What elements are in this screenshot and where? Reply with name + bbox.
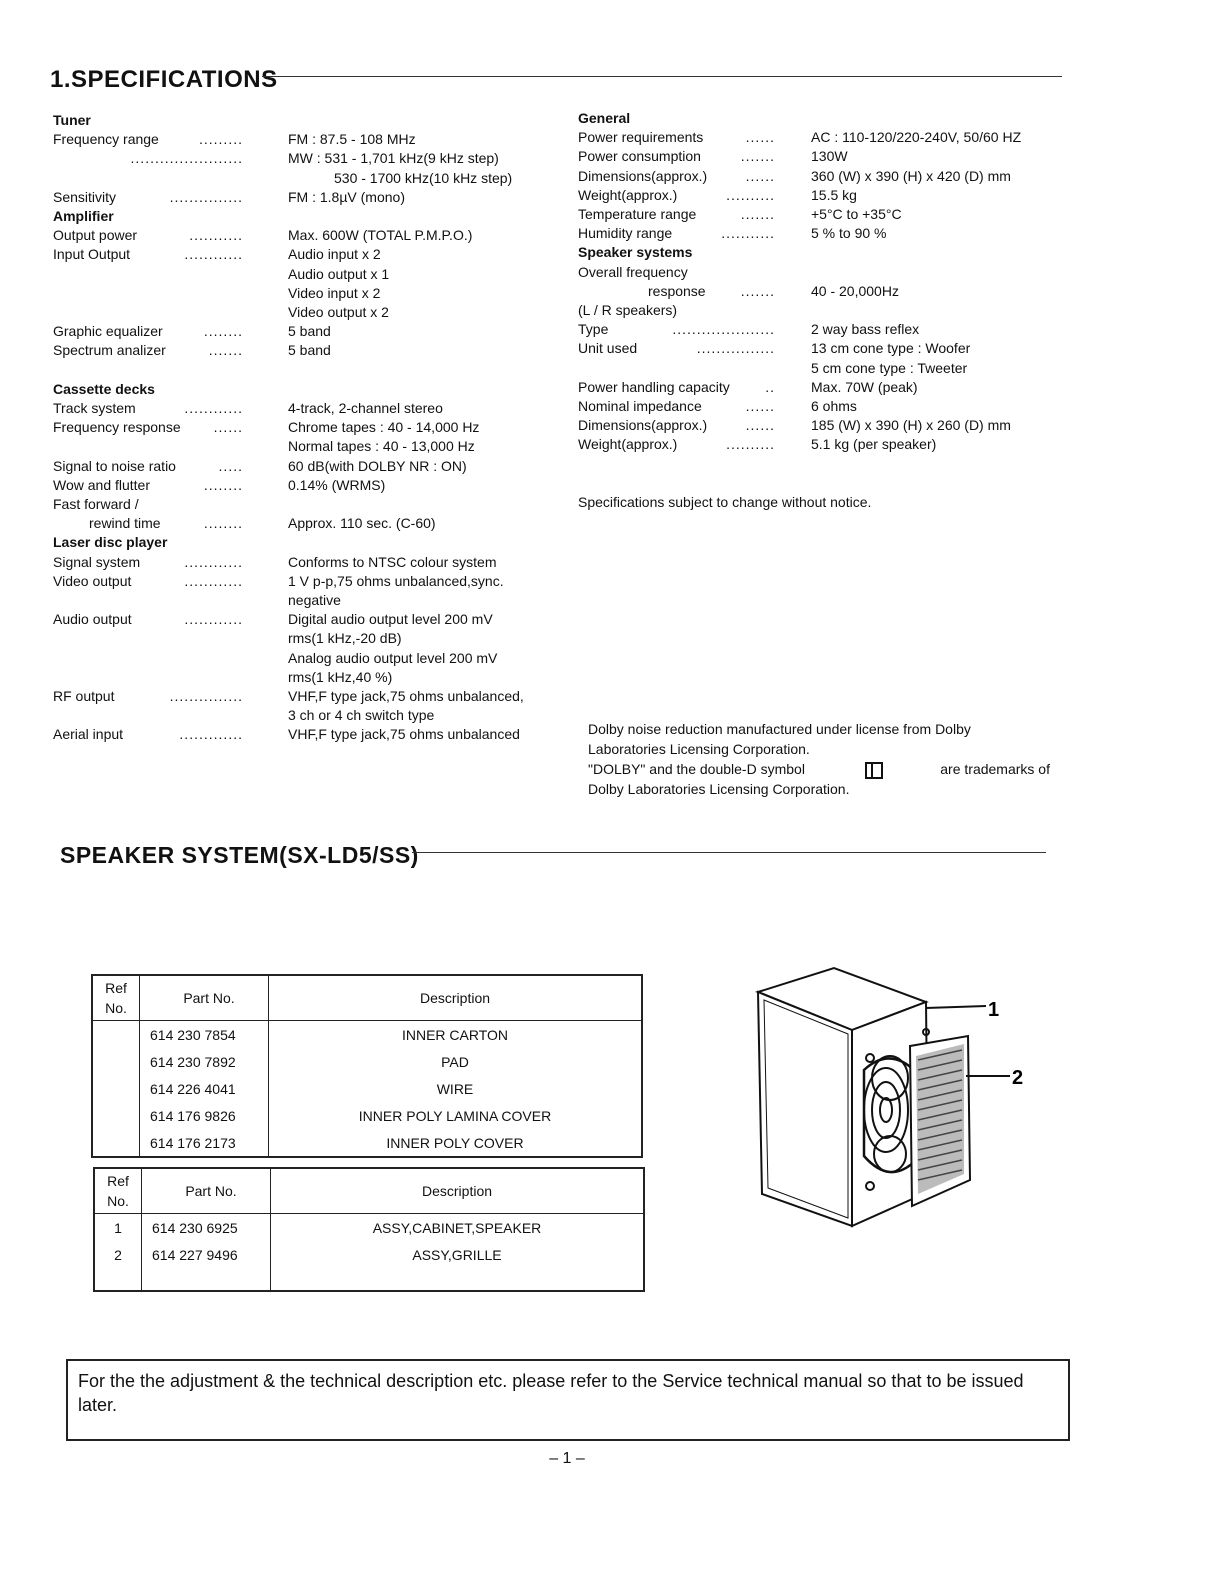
spec-label: Output power <box>53 227 138 244</box>
spec-value: 5 % to 90 % <box>811 225 887 242</box>
spec-value: 13 cm cone type : Woofer <box>811 340 971 357</box>
speaker-section-title: SPEAKER SYSTEM(SX-LD5/SS) <box>60 842 419 868</box>
spec-value: Max. 600W (TOTAL P.M.P.O.) <box>288 227 473 244</box>
spec-value: 15.5 kg <box>811 186 857 203</box>
table-row <box>94 1241 644 1268</box>
spec-leader-dots: ........ <box>203 323 243 340</box>
col-desc: Description <box>269 975 643 1021</box>
spec-value: 4-track, 2-channel stereo <box>288 400 443 416</box>
spec-value: +5°C to +35°C <box>811 206 902 222</box>
part-no-cell: 614 230 6925 <box>142 1214 271 1242</box>
part-no-cell: 614 176 2173 <box>140 1129 269 1157</box>
specifications-title: 1.SPECIFICATIONS <box>50 66 278 93</box>
callout-2: 2 <box>1012 1067 1024 1089</box>
spec-value: Digital audio output level 200 mV <box>288 611 493 628</box>
dolby-line-2: Laboratories Licensing Corporation. <box>588 741 810 757</box>
spec-leader-dots: ...... <box>745 129 775 146</box>
spec-label: Video output <box>53 572 132 589</box>
table-row <box>92 1021 642 1049</box>
spec-label: Audio output <box>53 611 132 628</box>
spec-value: VHF,F type jack,75 ohms unbalanced <box>288 726 520 743</box>
speaker-cabinet <box>758 968 928 1226</box>
dolby-line-3 <box>588 759 1050 779</box>
spec-label: Overall frequency <box>578 263 688 280</box>
ref-cell <box>92 1048 140 1075</box>
spec-label: Sensitivity <box>53 188 117 205</box>
spec-heading: General <box>578 110 631 126</box>
description-cell: ASSY,GRILLE <box>271 1241 645 1268</box>
speaker-grille <box>910 1036 970 1206</box>
spec-heading: Cassette decks <box>53 380 155 397</box>
ref-cell <box>92 1129 140 1157</box>
spec-leader-dots: ...... <box>213 419 243 436</box>
spec-leader-dots: ...... <box>745 417 775 434</box>
col-part: Part No. <box>142 1168 271 1214</box>
spec-value: Normal tapes : 40 - 13,000 Hz <box>288 438 475 455</box>
description-cell: INNER POLY COVER <box>269 1129 643 1157</box>
spec-value: 185 (W) x 390 (H) x 260 (D) mm <box>811 417 1011 434</box>
spec-heading: Amplifier <box>53 208 114 224</box>
spec-leader-dots: .. <box>765 378 775 395</box>
part-no-cell: 614 226 4041 <box>140 1075 269 1102</box>
spec-leader-dots: ....................... <box>130 150 243 167</box>
spec-leader-dots: .......... <box>726 436 775 453</box>
spec-value: Video output x 2 <box>288 304 389 320</box>
spec-label: Power handling capacity <box>578 378 730 395</box>
spec-leader-dots: ....... <box>740 148 775 165</box>
spec-label: Track system <box>53 400 136 416</box>
spec-leader-dots: ............ <box>184 246 243 263</box>
dolby-line-3a: "DOLBY" and the double-D symbol <box>588 761 805 777</box>
description-cell: PAD <box>269 1048 643 1075</box>
spec-label: Humidity range <box>578 225 673 242</box>
spec-label: Nominal impedance <box>578 398 702 414</box>
spec-leader-dots: ......... <box>198 131 243 148</box>
spec-value: 360 (W) x 390 (H) x 420 (D) mm <box>811 167 1011 184</box>
spec-label: Type <box>578 321 609 338</box>
spec-leader-dots: .......... <box>726 186 775 203</box>
spec-heading: Speaker systems <box>578 244 693 261</box>
spec-leader-dots: ..................... <box>672 321 775 338</box>
spec-label: Input Output <box>53 246 131 263</box>
spec-label: Frequency response <box>53 419 181 436</box>
description-cell: INNER POLY LAMINA COVER <box>269 1102 643 1129</box>
spec-leader-dots: ............ <box>184 400 243 416</box>
spec-label: Dimensions(approx.) <box>578 167 708 184</box>
spec-value: 0.14% (WRMS) <box>288 476 386 493</box>
col-ref: Ref No. <box>94 1168 142 1214</box>
spec-label: Spectrum analizer <box>53 342 166 359</box>
spec-leader-dots: ........ <box>203 476 243 493</box>
spec-value: 60 dB(with DOLBY NR : ON) <box>288 457 467 474</box>
table-row <box>94 1214 644 1242</box>
spec-heading: Tuner <box>53 112 91 128</box>
spec-value: rms(1 kHz,-20 dB) <box>288 630 402 647</box>
spec-value: 3 ch or 4 ch switch type <box>288 707 435 724</box>
spec-label: RF output <box>53 688 115 704</box>
table-row <box>92 1048 642 1075</box>
spec-leader-dots: ........... <box>189 227 243 244</box>
description-cell: ASSY,CABINET,SPEAKER <box>271 1214 645 1242</box>
spec-value: 5 cm cone type : Tweeter <box>811 359 968 376</box>
spec-value: FM : 87.5 - 108 MHz <box>288 131 416 148</box>
spec-label: response <box>648 282 706 299</box>
service-notice: For the the adjustment & the technical description etc. please refer to the Service technical manual so that to be issued later. <box>66 1359 1070 1441</box>
dolby-line-1: Dolby noise reduction manufactured under license from Dolby <box>588 721 971 737</box>
spec-leader-dots: ............. <box>179 726 243 743</box>
speaker-title-rule <box>412 852 1046 853</box>
spec-value: 40 - 20,000Hz <box>811 282 899 299</box>
spec-value: FM : 1.8µV (mono) <box>288 188 405 205</box>
ref-cell: 1 <box>94 1214 142 1242</box>
col-desc: Description <box>271 1168 645 1214</box>
description-cell: INNER CARTON <box>269 1021 643 1049</box>
spec-value: MW : 531 - 1,701 kHz(9 kHz step) <box>288 150 499 167</box>
spec-label: Fast forward / <box>53 496 139 512</box>
spec-leader-dots: ....... <box>740 206 775 222</box>
spec-label: Power consumption <box>578 148 701 165</box>
spec-value: 5 band <box>288 323 331 340</box>
speaker-parts-table <box>93 1167 645 1292</box>
empty-cell <box>142 1268 271 1291</box>
table-spacer-row <box>94 1268 644 1291</box>
spec-leader-dots: ....... <box>208 342 243 359</box>
spec-leader-dots: ....... <box>740 282 775 299</box>
spec-label: rewind time <box>89 515 161 532</box>
table-row <box>92 1075 642 1102</box>
spec-value: Chrome tapes : 40 - 14,000 Hz <box>288 419 480 436</box>
spec-leader-dots: ...... <box>745 167 775 184</box>
callout-1: 1 <box>988 999 1000 1021</box>
spec-value: Approx. 110 sec. (C-60) <box>288 515 436 532</box>
spec-value: 5 band <box>288 342 331 359</box>
spec-leader-dots: ............ <box>184 572 243 589</box>
spec-leader-dots: ........ <box>203 515 243 532</box>
spec-value: AC : 110-120/220-240V, 50/60 HZ <box>811 129 1022 146</box>
dolby-notice <box>588 719 1050 799</box>
table-row <box>92 1102 642 1129</box>
ref-cell <box>92 1021 140 1049</box>
ref-cell: 2 <box>94 1241 142 1268</box>
dolby-line-3b: are trademarks of <box>940 761 1050 777</box>
packing-parts-table <box>91 974 643 1158</box>
col-ref: Ref No. <box>92 975 140 1021</box>
spec-label: Signal to noise ratio <box>53 457 176 474</box>
spec-label: Graphic equalizer <box>53 323 163 340</box>
change-notice: Specifications subject to change without notice. <box>578 494 872 510</box>
speaker-illustration <box>740 960 1040 1260</box>
part-no-cell: 614 176 9826 <box>140 1102 269 1129</box>
spec-value: 5.1 kg (per speaker) <box>811 436 937 453</box>
spec-label: Signal system <box>53 553 141 570</box>
spec-label: Temperature range <box>578 206 697 222</box>
spec-value: 130W <box>811 148 848 165</box>
spec-label: Wow and flutter <box>53 476 151 493</box>
spec-leader-dots: ........... <box>721 225 775 242</box>
table-row <box>92 1129 642 1157</box>
spec-value: 1 V p-p,75 ohms unbalanced,sync. <box>288 572 504 589</box>
spec-value: VHF,F type jack,75 ohms unbalanced, <box>288 688 524 704</box>
spec-value: Analog audio output level 200 mV <box>288 649 498 666</box>
empty-cell <box>94 1268 142 1291</box>
double-d-icon <box>865 762 883 779</box>
spec-label: Weight(approx.) <box>578 436 678 453</box>
part-no-cell: 614 227 9496 <box>142 1241 271 1268</box>
ref-cell <box>92 1102 140 1129</box>
empty-cell <box>271 1268 645 1291</box>
spec-value: negative <box>288 592 341 608</box>
part-no-cell: 614 230 7854 <box>140 1021 269 1049</box>
spec-leader-dots: ............ <box>184 553 243 570</box>
spec-label: Aerial input <box>53 726 124 743</box>
spec-heading: Laser disc player <box>53 534 168 551</box>
spec-leader-dots: ............... <box>169 188 243 205</box>
spec-value: Audio input x 2 <box>288 246 381 263</box>
page-number: – 1 – <box>549 1450 585 1467</box>
spec-leader-dots: ................ <box>696 340 775 357</box>
spec-value: 2 way bass reflex <box>811 321 920 338</box>
spec-value: 530 - 1700 kHz(10 kHz step) <box>334 169 513 186</box>
spec-value: Video input x 2 <box>288 284 381 301</box>
title-rule <box>262 76 1062 77</box>
spec-value: rms(1 kHz,40 %) <box>288 668 393 685</box>
spec-value: Conforms to NTSC colour system <box>288 553 497 570</box>
spec-leader-dots: ............ <box>184 611 243 628</box>
ref-cell <box>92 1075 140 1102</box>
spec-leader-dots: ...... <box>745 398 775 414</box>
spec-label: Weight(approx.) <box>578 186 678 203</box>
dolby-line-4: Dolby Laboratories Licensing Corporation. <box>588 781 850 797</box>
spec-value: Max. 70W (peak) <box>811 378 918 395</box>
spec-label: Power requirements <box>578 129 704 146</box>
spec-leader-dots: ..... <box>218 457 243 474</box>
col-part: Part No. <box>140 975 269 1021</box>
spec-label: Unit used <box>578 340 638 357</box>
spec-label: Dimensions(approx.) <box>578 417 708 434</box>
description-cell: WIRE <box>269 1075 643 1102</box>
spec-leader-dots: ............... <box>169 688 243 704</box>
spec-value: Audio output x 1 <box>288 265 390 282</box>
spec-label: Frequency range <box>53 131 159 148</box>
spec-value: 6 ohms <box>811 398 857 414</box>
spec-label: (L / R speakers) <box>578 302 678 318</box>
part-no-cell: 614 230 7892 <box>140 1048 269 1075</box>
